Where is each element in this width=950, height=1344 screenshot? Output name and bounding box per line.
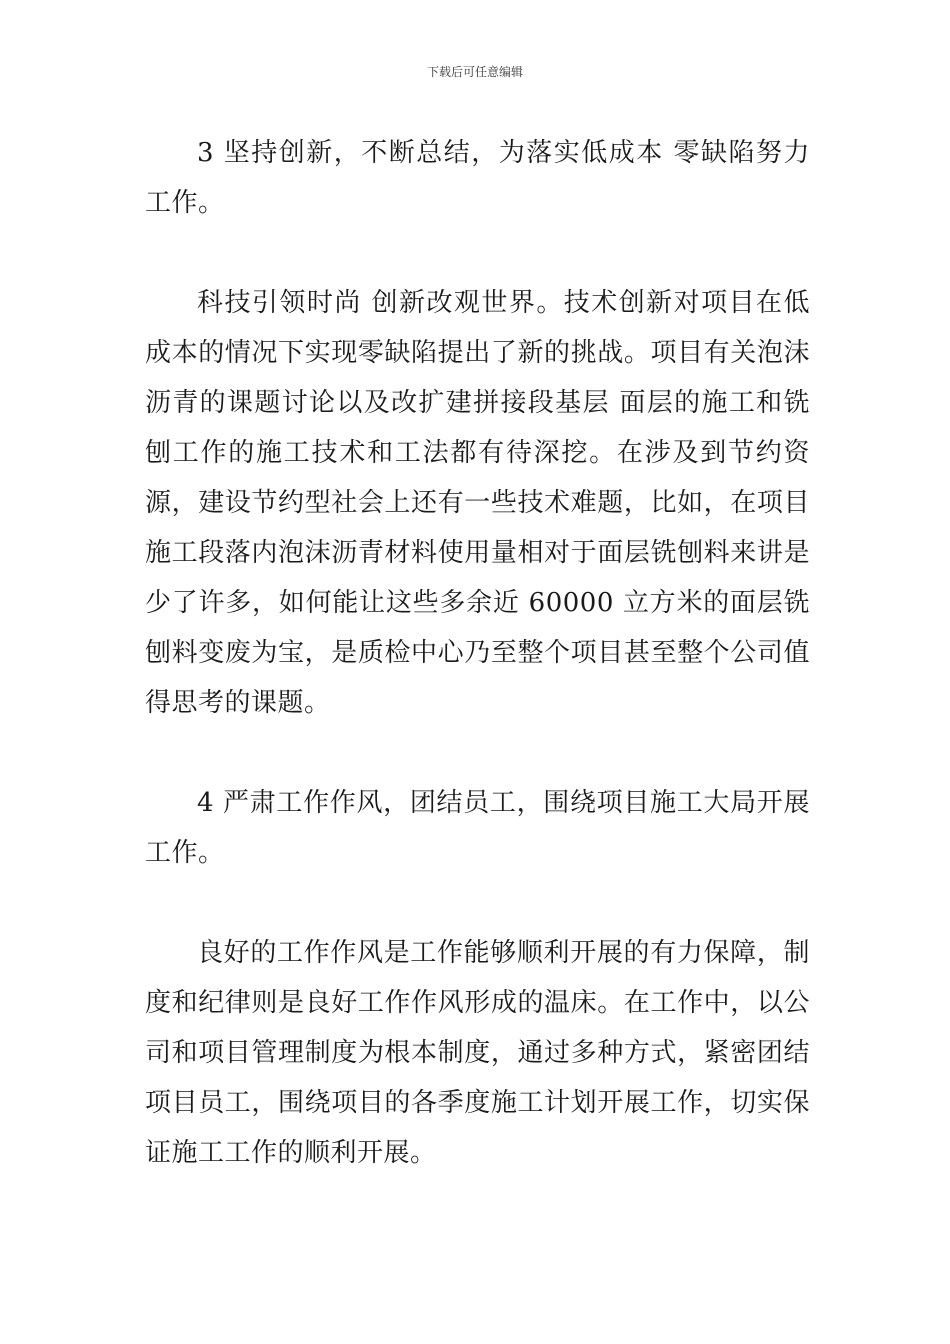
page-header: 下载后可任意编辑	[426, 65, 523, 79]
paragraph-gap	[145, 228, 810, 278]
body-paragraph-innovation: 科技引领时尚 创新改观世界。技术创新对项目在低成本的情况下实现零缺陷提出了新的挑战。项目有关泡沫沥青的课题讨论以及改扩建拼接段基层 面层的施工和铣刨工作的施工技术和工法都有待深挖。在涉及到节约资源，建设节约型社会上还有一些技术难题，比如，在项目施工段落内泡沫沥青材料使用量相对于面层铣刨料来讲是少了许多，如何能让这些多余近 60000 立方米的面层铣刨料变废为宝，是质检中心乃至整个项目甚至整个公司值得思考的课题。	[145, 288, 810, 718]
paragraph-gap	[145, 728, 810, 778]
body-paragraph-work-style: 良好的工作作风是工作能够顺利开展的有力保障，制度和纪律则是良好工作作风形成的温床。在工作中，以公司和项目管理制度为根本制度，通过多种方式，紧密团结项目员工，围绕项目的各季度施工计划开展工作，切实保证施工工作的顺利开展。	[145, 938, 810, 1168]
section-heading-3: 3 坚持创新，不断总结，为落实低成本 零缺陷努力工作。	[145, 138, 810, 218]
section-heading-4: 4 严肃工作作风，团结员工，围绕项目施工大局开展工作。	[145, 788, 810, 868]
paragraph-gap	[145, 878, 810, 928]
document-body	[145, 128, 810, 1178]
